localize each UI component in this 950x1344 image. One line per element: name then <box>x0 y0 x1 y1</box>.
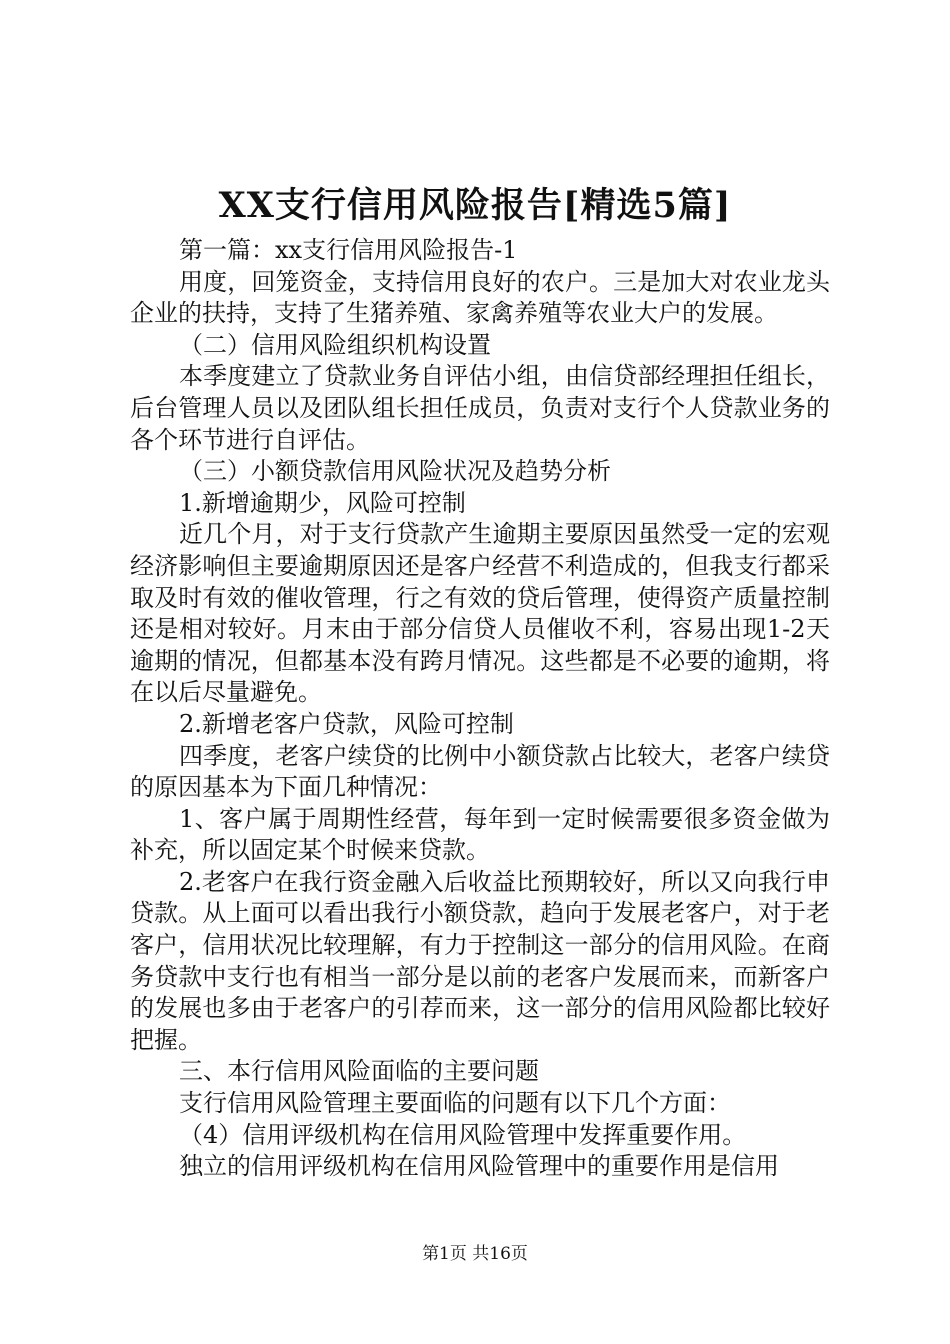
paragraph: 近几个月，对于支行贷款产生逾期主要原因虽然受一定的宏观经济影响但主要逾期原因还是客户经营不利造成的，但我支行都采取及时有效的催收管理，行之有效的贷后管理，使得资产质量控制还是相对较好。月末由于部分信贷人员催收不利，容易出现1-2天逾期的情况，但都基本没有跨月情况。这些都是不必要的逾期，将在以后尽量避免。 <box>130 520 830 707</box>
paragraph: 本季度建立了贷款业务自评估小组，由信贷部经理担任组长，后台管理人员以及团队组长担任成员，负责对支行个人贷款业务的各个环节进行自评估。 <box>130 362 830 454</box>
section-heading: 三、本行信用风险面临的主要问题 <box>179 1057 539 1086</box>
subsection-heading: 1.新增逾期少，风险可控制 <box>179 488 466 517</box>
document-title: XX支行信用风险报告[精选5篇] <box>218 185 732 226</box>
subsection-heading: 2.新增老客户贷款，风险可控制 <box>179 709 514 738</box>
paragraph: 独立的信用评级机构在信用风险管理中的重要作用是信用 <box>179 1152 779 1181</box>
paragraph: （4）信用评级机构在信用风险管理中发挥重要作用。 <box>179 1120 747 1149</box>
section-heading: （二）信用风险组织机构设置 <box>179 330 491 359</box>
paragraph: 用度，回笼资金，支持信用良好的农户。三是加大对农业龙头企业的扶持，支持了生猪养殖、家禽养殖等农业大户的发展。 <box>130 267 830 328</box>
page-footer: 第1页 共16页 <box>422 1244 528 1264</box>
section-heading: （三）小额贷款信用风险状况及趋势分析 <box>179 457 611 486</box>
paragraph: 支行信用风险管理主要面临的问题有以下几个方面： <box>179 1089 731 1118</box>
document-body <box>130 235 830 1183</box>
paragraph: 四季度，老客户续贷的比例中小额贷款占比较大，老客户续贷的原因基本为下面几种情况： <box>130 741 830 802</box>
paragraph: 2.老客户在我行资金融入后收益比预期较好，所以又向我行申贷款。从上面可以看出我行小额贷款，趋向于发展老客户，对于老客户，信用状况比较理解，有力于控制这一部分的信用风险。在商务贷款中支行也有相当一部分是以前的老客户发展而来，而新客户的发展也多由于老客户的引荐而来，这一部分的信用风险都比较好把握。 <box>130 867 830 1054</box>
paragraph-chapter-heading: 第一篇：xx支行信用风险报告-1 <box>179 236 518 264</box>
paragraph: 1、客户属于周期性经营，每年到一定时候需要很多资金做为补充，所以固定某个时候来贷款。 <box>130 804 830 865</box>
